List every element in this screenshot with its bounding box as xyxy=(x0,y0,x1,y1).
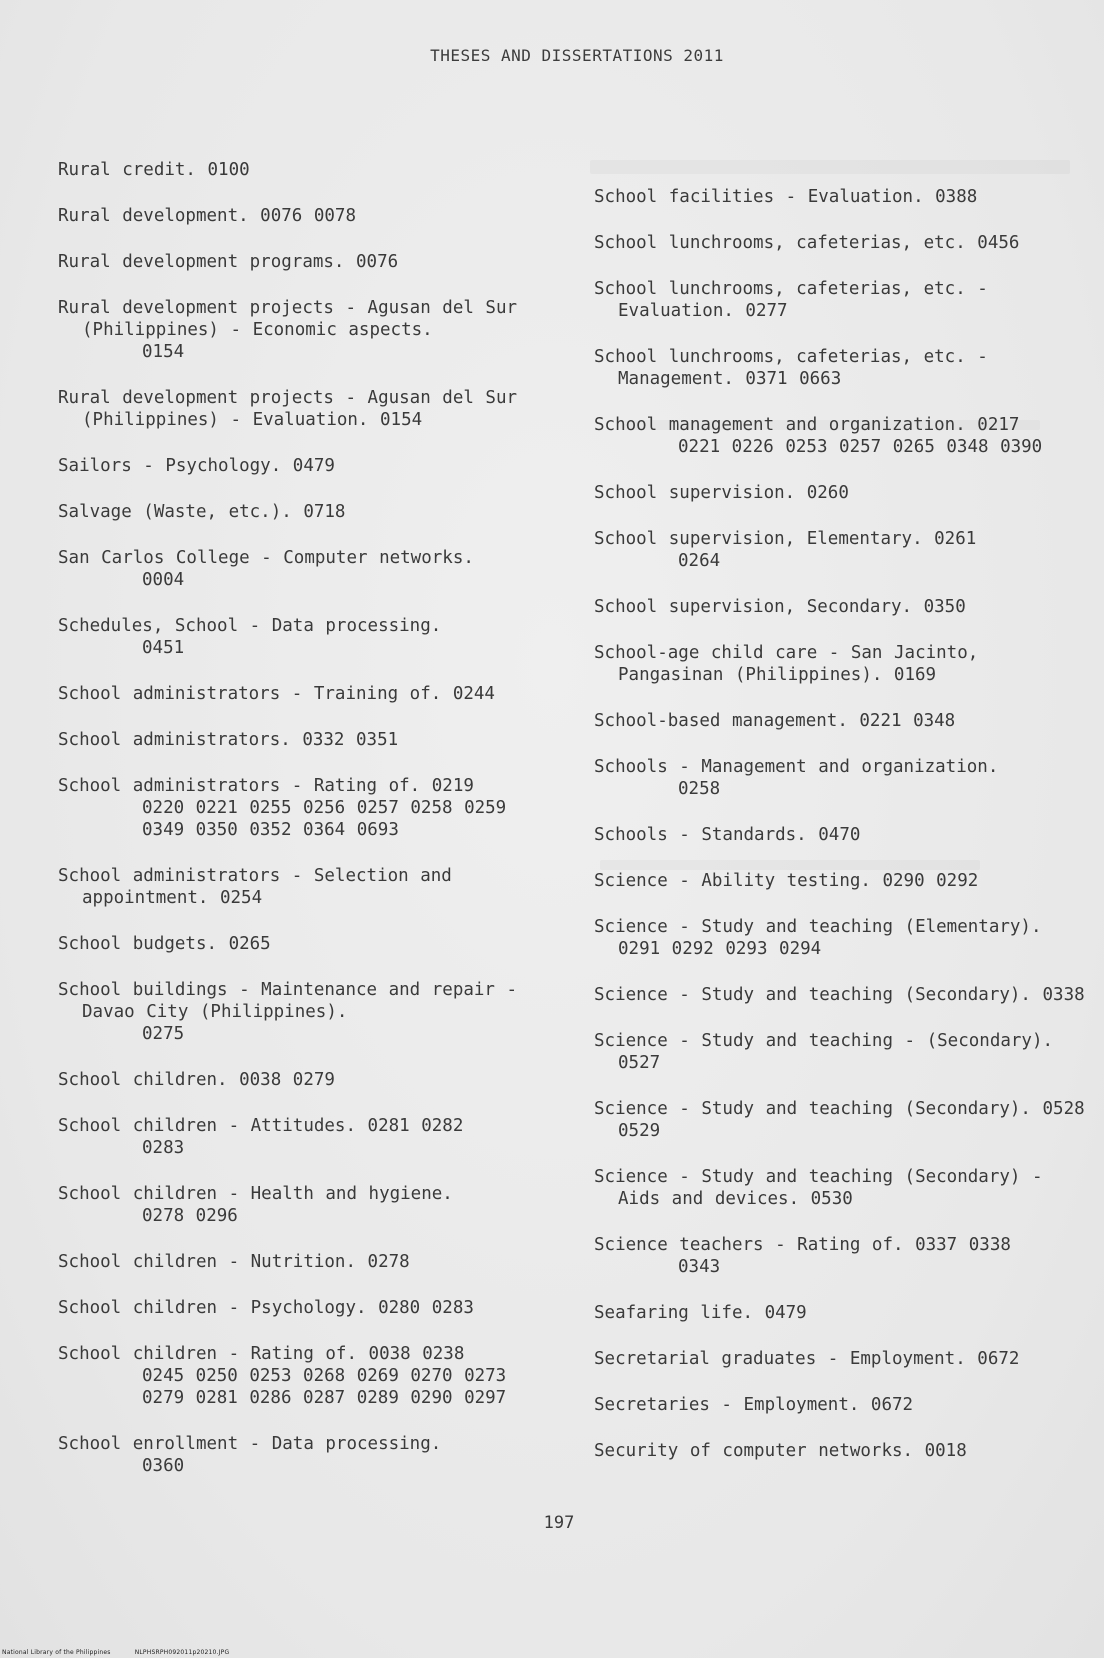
index-entry xyxy=(594,186,1094,208)
index-entry xyxy=(58,1297,548,1319)
index-entry xyxy=(594,1394,1094,1416)
index-entry xyxy=(58,455,548,477)
index-entry xyxy=(594,756,1094,800)
index-entry-text: Secretaries - Employment. 0672 xyxy=(594,1395,914,1415)
index-entry-numbers: 0278 0296 xyxy=(142,1206,238,1226)
index-entry xyxy=(58,297,548,363)
index-entry-numbers: 0343 xyxy=(678,1257,721,1277)
index-entry xyxy=(594,232,1094,254)
index-entry-text: Science teachers - Rating of. 0337 0338 xyxy=(594,1235,1011,1255)
index-column-right xyxy=(594,186,1097,1486)
index-entry-text: Secretarial graduates - Employment. 0672 xyxy=(594,1349,1020,1369)
index-entry-text: Rural credit. 0100 xyxy=(58,160,250,180)
index-entry xyxy=(594,1348,1094,1370)
index-entry-text: School children - Psychology. 0280 0283 xyxy=(58,1298,474,1318)
index-column-left xyxy=(58,159,548,1501)
index-entry-numbers: 0264 xyxy=(678,551,721,571)
index-entry xyxy=(58,1343,548,1409)
index-entry xyxy=(594,1440,1094,1462)
index-entry xyxy=(58,775,548,841)
index-entry xyxy=(58,615,548,659)
footer-library: National Library of the Philippines xyxy=(2,1649,111,1656)
index-entry-text: School lunchrooms, cafeterias, etc. 0456 xyxy=(594,233,1020,253)
index-entry-text: Schools - Management and organization. xyxy=(594,757,999,777)
index-entry xyxy=(58,159,548,181)
index-entry-text: School budgets. 0265 xyxy=(58,934,271,954)
index-entry xyxy=(58,205,548,227)
index-entry-text: Schools - Standards. 0470 xyxy=(594,825,861,845)
index-entry xyxy=(594,984,1094,1006)
index-entry xyxy=(58,979,548,1045)
index-entry-text: San Carlos College - Computer networks. xyxy=(58,548,474,568)
index-entry-text: Security of computer networks. 0018 xyxy=(594,1441,967,1461)
index-entry-text: School enrollment - Data processing. xyxy=(58,1434,442,1454)
index-entry-text: Rural development projects - Agusan del Sur (Philippines) - Economic aspects. xyxy=(58,298,529,340)
index-entry-text: Science - Study and teaching (Elementary). 0291 0292 0293 0294 xyxy=(594,917,1054,959)
index-entry xyxy=(594,1098,1097,1142)
index-entry-text: Science - Study and teaching (Secondary). 0528 0529 xyxy=(594,1099,1097,1141)
index-entry-text: Science - Study and teaching - (Secondary). 0527 xyxy=(594,1031,1065,1073)
index-entry-text: Rural development programs. 0076 xyxy=(58,252,399,272)
bleed-through-mark xyxy=(590,160,1070,174)
scan-footer xyxy=(2,1649,251,1656)
index-entry xyxy=(594,414,1094,458)
index-entry-text: School children - Nutrition. 0278 xyxy=(58,1252,410,1272)
index-entry-text: School administrators - Rating of. 0219 xyxy=(58,776,474,796)
index-entry-numbers: 0245 0250 0253 0268 0269 0270 0273 0279 0281 0286 0287 0289 0290 0297 xyxy=(142,1366,507,1408)
index-entry-numbers: 0220 0221 0255 0256 0257 0258 0259 0349 0350 0352 0364 0693 xyxy=(142,798,507,840)
index-entry xyxy=(594,710,1094,732)
index-entry-text: School-age child care - San Jacinto, Pangasinan (Philippines). 0169 xyxy=(594,643,990,685)
index-entry xyxy=(58,1251,548,1273)
index-entry xyxy=(594,528,1094,572)
index-entry-text: School-based management. 0221 0348 xyxy=(594,711,956,731)
index-entry xyxy=(58,729,548,751)
index-entry xyxy=(58,501,548,523)
index-entry-text: School facilities - Evaluation. 0388 xyxy=(594,187,978,207)
index-entry-numbers: 0258 xyxy=(678,779,721,799)
index-entry xyxy=(58,1183,548,1227)
index-entry xyxy=(58,865,548,909)
index-entry xyxy=(594,1302,1094,1324)
index-entry-text: School children. 0038 0279 xyxy=(58,1070,335,1090)
index-entry-text: School children - Rating of. 0038 0238 xyxy=(58,1344,465,1364)
index-entry-text: Rural development. 0076 0078 xyxy=(58,206,357,226)
index-entry-text: School administrators - Training of. 0244 xyxy=(58,684,495,704)
index-entry xyxy=(594,916,1094,960)
index-entry xyxy=(594,1234,1094,1278)
footer-file: NLPHSRPH092011p20210.JPG xyxy=(134,1649,230,1656)
index-entry xyxy=(594,346,1094,390)
page-header: THESES AND DISSERTATIONS 2011 xyxy=(430,46,724,65)
index-entry-text: School children - Attitudes. 0281 0282 xyxy=(58,1116,464,1136)
index-entry xyxy=(58,251,548,273)
index-entry xyxy=(58,933,548,955)
index-entry xyxy=(58,547,548,591)
index-entry xyxy=(58,1115,548,1159)
index-entry-text: Salvage (Waste, etc.). 0718 xyxy=(58,502,346,522)
index-entry-text: School children - Health and hygiene. xyxy=(58,1184,453,1204)
index-entry xyxy=(594,1030,1094,1074)
index-entry-text: School supervision. 0260 xyxy=(594,483,849,503)
index-entry xyxy=(58,1433,548,1477)
index-entry xyxy=(594,642,1094,686)
index-entry-numbers: 0154 xyxy=(142,342,185,362)
index-entry-numbers: 0004 xyxy=(142,570,185,590)
index-entry-text: Sailors - Psychology. 0479 xyxy=(58,456,335,476)
index-entry xyxy=(594,482,1094,504)
index-entry-numbers: 0451 xyxy=(142,638,185,658)
index-entry-text: School supervision, Secondary. 0350 xyxy=(594,597,966,617)
index-entry-text: School lunchrooms, cafeterias, etc. - Management. 0371 0663 xyxy=(594,347,1000,389)
index-entry-text: Schedules, School - Data processing. xyxy=(58,616,442,636)
index-entry xyxy=(58,683,548,705)
index-entry-text: School buildings - Maintenance and repair - Davao City (Philippines). xyxy=(58,980,529,1022)
index-entry xyxy=(594,1166,1094,1210)
index-entry-numbers: 0275 xyxy=(142,1024,185,1044)
index-entry-text: Rural development projects - Agusan del Sur (Philippines) - Evaluation. 0154 xyxy=(58,388,529,430)
index-entry xyxy=(58,387,548,431)
page-number: 197 xyxy=(543,1513,575,1533)
index-entry-text: Science - Ability testing. 0290 0292 xyxy=(594,871,979,891)
index-entry-text: School lunchrooms, cafeterias, etc. - Evaluation. 0277 xyxy=(594,279,1000,321)
index-entry xyxy=(58,1069,548,1091)
index-entry-text: Science - Study and teaching (Secondary) - Aids and devices. 0530 xyxy=(594,1167,1055,1209)
index-entry-text: Seafaring life. 0479 xyxy=(594,1303,807,1323)
index-entry xyxy=(594,278,1094,322)
index-entry-numbers: 0360 xyxy=(142,1456,185,1476)
index-entry xyxy=(594,596,1094,618)
index-entry xyxy=(594,870,1094,892)
index-entry-text: School management and organization. 0217 xyxy=(594,415,1020,435)
index-entry-text: School administrators. 0332 0351 xyxy=(58,730,399,750)
index-entry-text: School supervision, Elementary. 0261 xyxy=(594,529,977,549)
index-entry xyxy=(594,824,1094,846)
index-entry-numbers: 0283 xyxy=(142,1138,185,1158)
index-entry-text: School administrators - Selection and appointment. 0254 xyxy=(58,866,464,908)
index-entry-text: Science - Study and teaching (Secondary). 0338 xyxy=(594,985,1085,1005)
index-entry-numbers: 0221 0226 0253 0257 0265 0348 0390 xyxy=(678,437,1043,457)
